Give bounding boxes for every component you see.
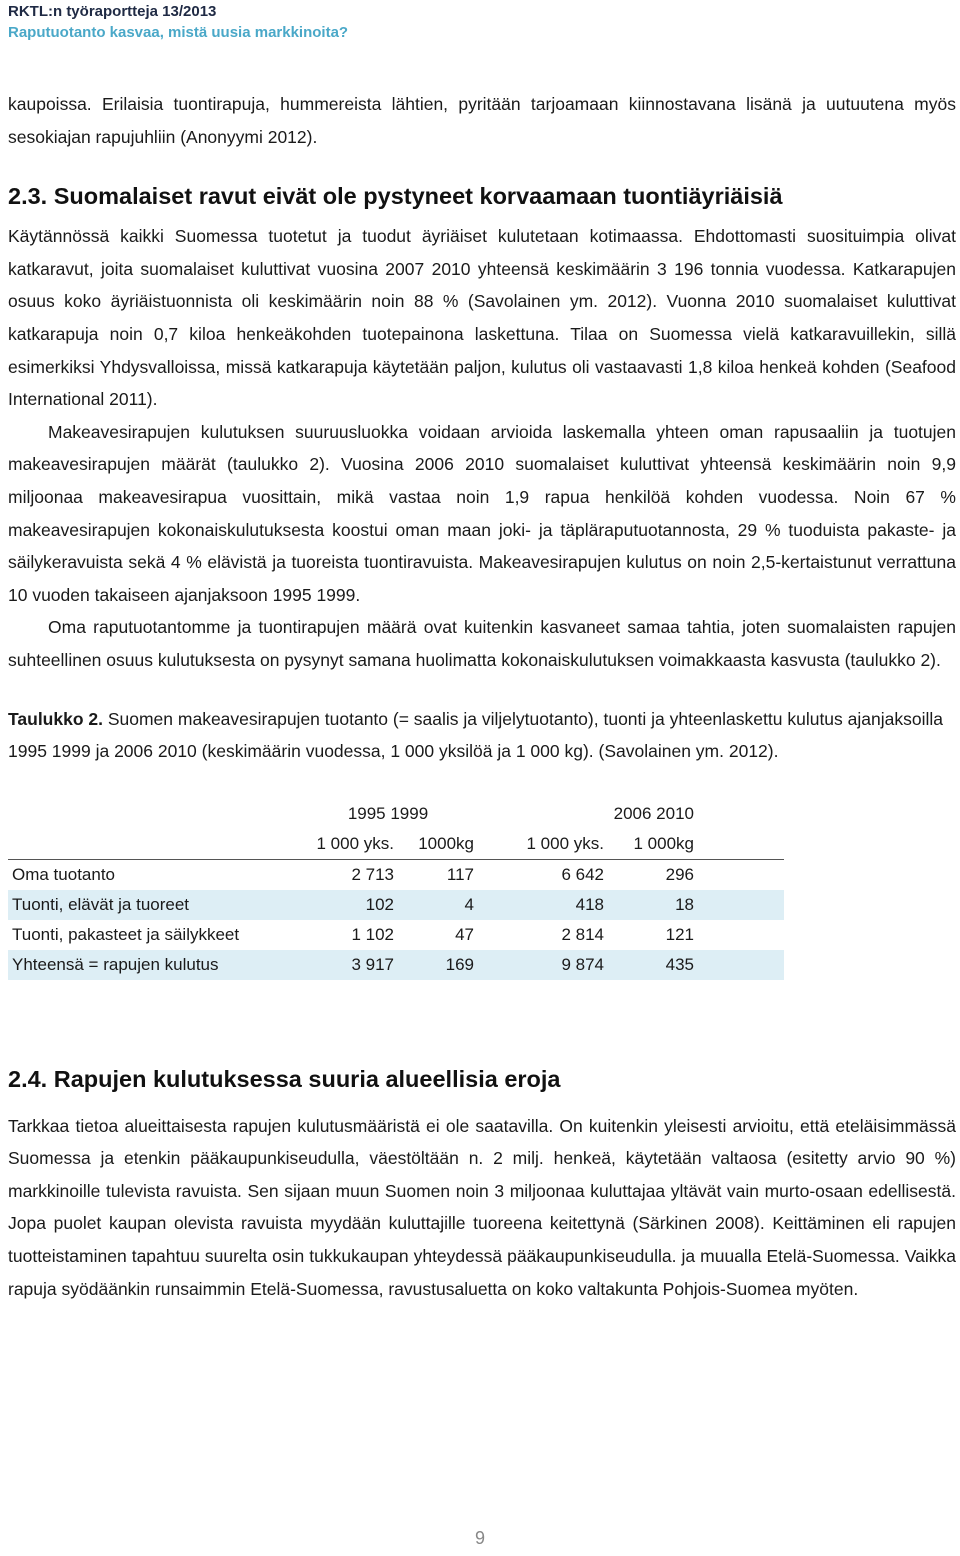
report-series-label: RKTL:n työraportteja 13/2013	[8, 3, 217, 20]
cell-value: 18	[608, 890, 698, 920]
report-title: Raputuotanto kasvaa, mistä uusia markkinoita?	[8, 24, 349, 41]
cell-value: 1 102	[351, 924, 394, 944]
period-header-2: 2006 2010	[613, 803, 694, 823]
cell-value: 102	[298, 890, 398, 920]
cell-value: 9 874	[478, 950, 608, 980]
section-2-3-paragraph-3: Oma raputuotantomme ja tuontirapujen määrä ovat kuitenkin kasvaneet samaa tahtia, joten suomalaisten rapujen suhteellinen osuus kulutuksesta on pysynyt samana huolimatta kokonaiskulutuksen voimakkaasta kasvusta (taulukko 2).	[8, 617, 956, 670]
cell-value: 117	[446, 864, 474, 884]
table-caption-label: Taulukko 2.	[8, 708, 103, 729]
table-caption-text: Suomen makeavesirapujen tuotanto (= saalis ja viljelytuotanto), tuonti ja yhteenlaskettu kulutus ajanjaksoilla 1995 1999 ja 2006 2010 (keskimäärin vuodessa, 1 000 yksilöä ja 1 000 kg). (Savolainen ym. 2012).	[8, 708, 943, 762]
cell-value: 4	[398, 890, 478, 920]
table-row-total	[8, 950, 784, 980]
cell-value: 435	[608, 950, 698, 980]
unit-count-header-2: 1 000 yks.	[478, 829, 608, 860]
unit-kg-header-1: 1000kg	[398, 829, 478, 860]
row-label: Yhteensä = rapujen kulutus	[8, 950, 298, 980]
cell-value: 418	[478, 890, 608, 920]
unit-count-header-1: 1 000 yks.	[298, 829, 398, 860]
cell-value: 6 642	[561, 864, 604, 884]
section-heading-2-3: 2.3. Suomalaiset ravut eivät ole pystyneet korvaamaan tuontiäyriäisiä	[8, 183, 783, 210]
table-unit-header-row	[8, 829, 784, 860]
cell-value: 121	[665, 924, 694, 944]
cell-value: 2 814	[561, 924, 604, 944]
table-row	[8, 920, 784, 950]
section-2-4-paragraph-1: Tarkkaa tietoa alueittaisesta rapujen kulutusmääristä ei ole saatavilla. On kuitenkin yleisesti arvioitu, että eteläisimmässä Suomessa ja etenkin pääkaupunkiseudulla, väestöltään n. 2 milj. henkeä, käytetään valtaosa (esitetty arvio 90 %) markkinoille tulevista ravuista. Sen sijaan muun Suomen noin 3 miljoonaa kuluttajaa yltävät vain murto-osaan edellisestä. Jopa puolet kaupan olevista ravuista myydään kuluttajille tuoreena keitettynä (Särkinen 2008). Keittäminen eli rapujen tuotteistaminen tapahtuu suurelta osin tukkukaupan yhteydessä pääkaupunkiseudulla. ja muualla Etelä-Suomessa. Vaikka rapuja syödäänkin runsaimmin Etelä-Suomessa, ravustusaluetta on koko valtakunta Pohjois-Suomea myöten.	[8, 1115, 956, 1299]
cell-value: 3 917	[298, 950, 398, 980]
cell-value: 2 713	[351, 864, 394, 884]
row-label: Tuonti, elävät ja tuoreet	[8, 890, 298, 920]
row-label: Tuonti, pakasteet ja säilykkeet	[12, 924, 240, 944]
document-body	[8, 88, 956, 1305]
table-period-header-row	[8, 799, 784, 829]
table-row	[8, 890, 784, 920]
table-row	[8, 859, 784, 890]
cell-value: 296	[665, 864, 694, 884]
cell-value: 47	[455, 924, 474, 944]
cell-value: 169	[398, 950, 478, 980]
page-number: 9	[474, 1528, 485, 1548]
section-heading-2-4: 2.4. Rapujen kulutuksessa suuria alueellisia eroja	[8, 1065, 561, 1092]
table-caption	[8, 703, 956, 768]
row-label: Oma tuotanto	[12, 864, 116, 884]
section-2-3-paragraph-2: Makeavesirapujen kulutuksen suuruusluokka voidaan arvioida laskemalla yhteen oman rapusaaliin ja tuotujen makeavesirapujen määrät (taulukko 2). Vuosina 2006 2010 suomalaiset kuluttivat yhteensä keskimäärin noin 9,9 miljoonaa makeavesirapua vuosittain, mikä vastaa noin 1,9 rapua henkilöä kohden vuodessa. Noin 67 % makeavesirapujen kokonaiskulutuksesta koostui oman maan joki- ja täpläraputuotannosta, 29 % tuoduista pakaste- ja säilykeravuista sekä 4 % elävistä ja tuoreista tuontiravuista. Makeavesirapujen kulutus on noin 2,5-kertaistunut verrattuna 10 vuoden takaiseen ajanjaksoon 1995 1999.	[8, 421, 956, 605]
period-header-1: 1995 1999	[347, 803, 429, 823]
consumption-table	[8, 799, 784, 980]
section-2-3-paragraph-1: Käytännössä kaikki Suomessa tuotetut ja tuodut äyriäiset kulutetaan kotimaassa. Ehdottomasti suosituimpia olivat katkaravut, joita suomalaiset kuluttivat vuosina 2007 2010 yhteensä keskimäärin 3 196 tonnia vuodessa. Katkarapujen osuus koko äyriäistuonnista oli keskimäärin noin 88 % (Savolainen ym. 2012). Vuonna 2010 suomalaiset kuluttivat katkarapuja noin 0,7 kiloa henkeäkohden tuotepainona laskettuna. Tilaa on Suomessa vielä katkaravuillekin, sillä esimerkiksi Yhdysvalloissa, missä katkarapuja käytetään paljon, kulutus oli vastaavasti 1,8 kiloa henkeä kohden (Seafood International 2011).	[8, 226, 956, 410]
unit-kg-header-2: 1 000kg	[608, 829, 698, 860]
intro-paragraph: kaupoissa. Erilaisia tuontirapuja, hummereista lähtien, pyritään tarjoamaan kiinnostavana lisänä ja uutuutena myös sesokiajan rapujuhliin (Anonyymi 2012).	[8, 94, 956, 147]
running-header	[8, 2, 348, 44]
